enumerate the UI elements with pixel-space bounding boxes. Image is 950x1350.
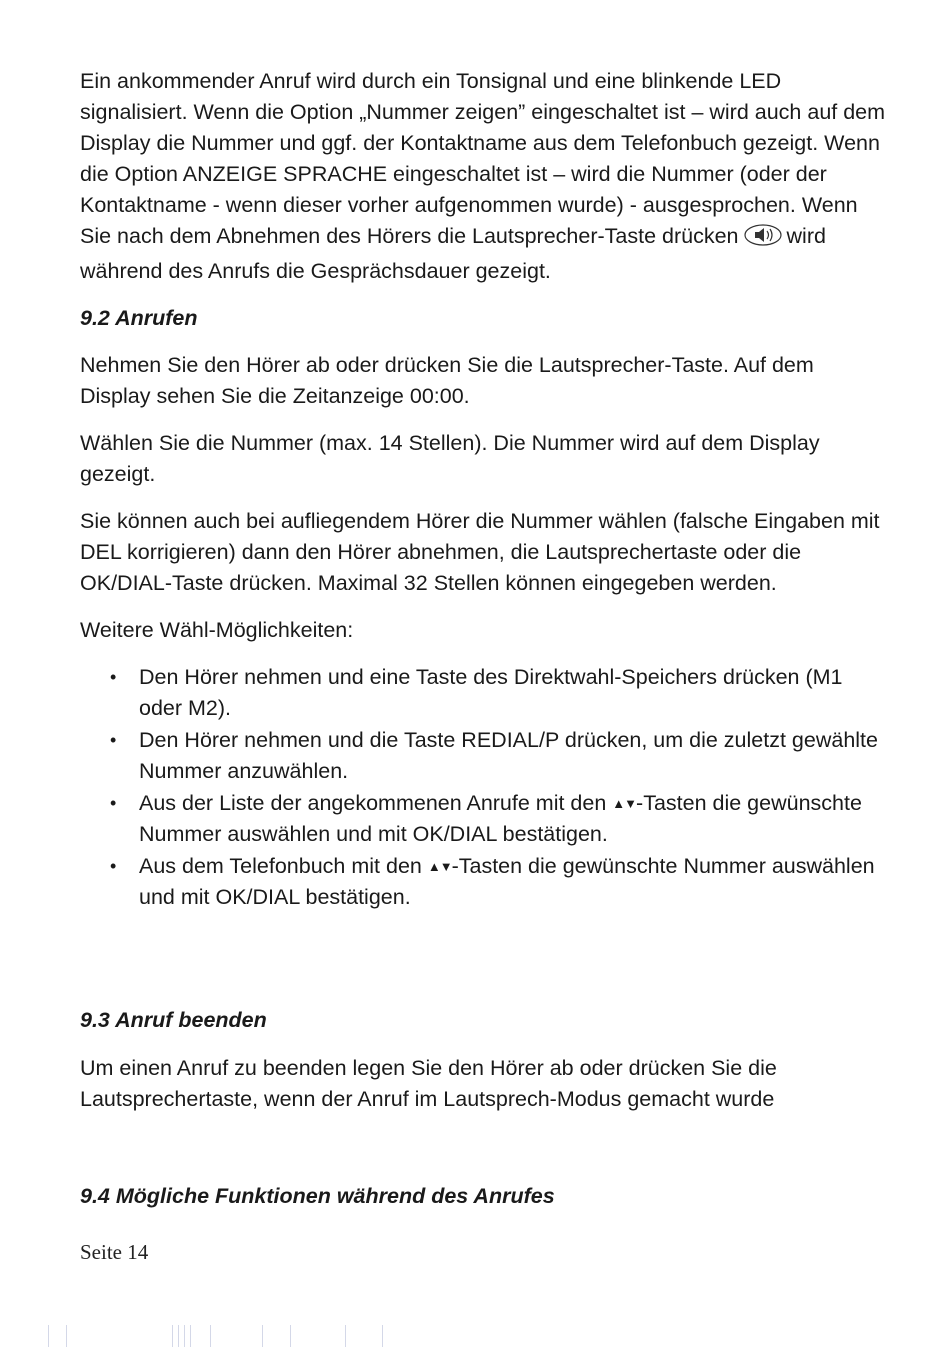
scan-mark xyxy=(382,1325,383,1347)
speaker-key-icon xyxy=(743,223,783,256)
scan-mark xyxy=(184,1325,185,1347)
dial-options-list xyxy=(80,662,890,913)
intro-text: Ein ankommender Anruf wird durch ein Tonsignal und eine blinkende LED signalisiert. Wenn die Option „Nummer zeigen” eingeschaltet ist – wird auch auf dem Display die Nummer und ggf. der Kontaktname aus dem Telefonbuch gezeigt. Wenn die Option ANZEIGE SPRACHE eingeschaltet ist – wird die Nummer (oder der Kontaktname - wenn dieser vorher aufgenommen wurde) - ausgesprochen. Wenn Sie nach dem Abnehmen des Hörers die Lautsprecher-Taste drücken xyxy=(80,69,886,248)
up-down-arrows-icon: ▲▼ xyxy=(427,859,452,874)
paragraph-end-call: Um einen Anruf zu beenden legen Sie den Hörer ab oder drücken Sie die Lautsprechertaste, wenn der Anruf im Lautsprech-Modus gemacht wurde xyxy=(80,1056,777,1111)
scan-mark xyxy=(66,1325,67,1347)
list-item-text: Den Hörer nehmen und eine Taste des Direktwahl-Speichers drücken (M1 oder M2). xyxy=(139,665,843,720)
scan-artifact-marks xyxy=(0,1325,950,1350)
list-item xyxy=(80,851,890,913)
scan-mark xyxy=(48,1325,49,1347)
paragraph-dial-number: Wählen Sie die Nummer (max. 14 Stellen). Die Nummer wird auf dem Display gezeigt. xyxy=(80,431,820,486)
bullet-icon: • xyxy=(110,667,117,687)
paragraph-further-options: Weitere Wähl-Möglichkeiten: xyxy=(80,618,354,642)
intro-paragraph xyxy=(80,66,890,287)
page-number: Seite 14 xyxy=(80,1240,149,1264)
list-item-text-end: -Tasten die gewünschte Nummer auswählen und mit OK/DIAL bestätigen. xyxy=(139,854,875,909)
paragraph-predial: Sie können auch bei aufliegendem Hörer die Nummer wählen (falsche Eingaben mit DEL korrigieren) dann den Hörer abnehmen, die Lautsprechertaste oder die OK/DIAL-Taste drücken. Maximal 32 Stellen können eingegeben werden. xyxy=(80,509,880,595)
scan-mark xyxy=(290,1325,291,1347)
scan-mark xyxy=(178,1325,179,1347)
list-item-text: Aus dem Telefonbuch mit den xyxy=(139,854,422,878)
document-page xyxy=(80,66,890,1208)
bullet-icon: • xyxy=(110,856,117,876)
list-item-text: Aus der Liste der angekommenen Anrufe mit den xyxy=(139,791,607,815)
scan-mark xyxy=(210,1325,211,1347)
section-heading-9-4: 9.4 Mögliche Funktionen während des Anrufes xyxy=(80,1184,555,1208)
scan-mark xyxy=(190,1325,191,1347)
list-item xyxy=(80,725,890,787)
scan-mark xyxy=(345,1325,346,1347)
intro-text-end: wird während des Anrufs die Gesprächsdauer gezeigt. xyxy=(80,224,826,283)
scan-mark xyxy=(172,1325,173,1347)
scan-mark xyxy=(262,1325,263,1347)
bullet-icon: • xyxy=(110,730,117,750)
bullet-icon: • xyxy=(110,793,117,813)
section-heading-9-2: 9.2 Anrufen xyxy=(80,306,198,330)
up-down-arrows-icon: ▲▼ xyxy=(612,796,637,811)
section-heading-9-3: 9.3 Anruf beenden xyxy=(80,1008,267,1032)
paragraph-pick-up: Nehmen Sie den Hörer ab oder drücken Sie die Lautsprecher-Taste. Auf dem Display sehen Sie die Zeitanzeige 00:00. xyxy=(80,353,814,408)
list-item-text-end: -Tasten die gewünschte Nummer auswählen und mit OK/DIAL bestätigen. xyxy=(139,791,862,846)
list-item xyxy=(80,788,890,850)
list-item xyxy=(80,662,890,724)
list-item-text: Den Hörer nehmen und die Taste REDIAL/P drücken, um die zuletzt gewählte Nummer anzuwählen. xyxy=(139,728,878,783)
